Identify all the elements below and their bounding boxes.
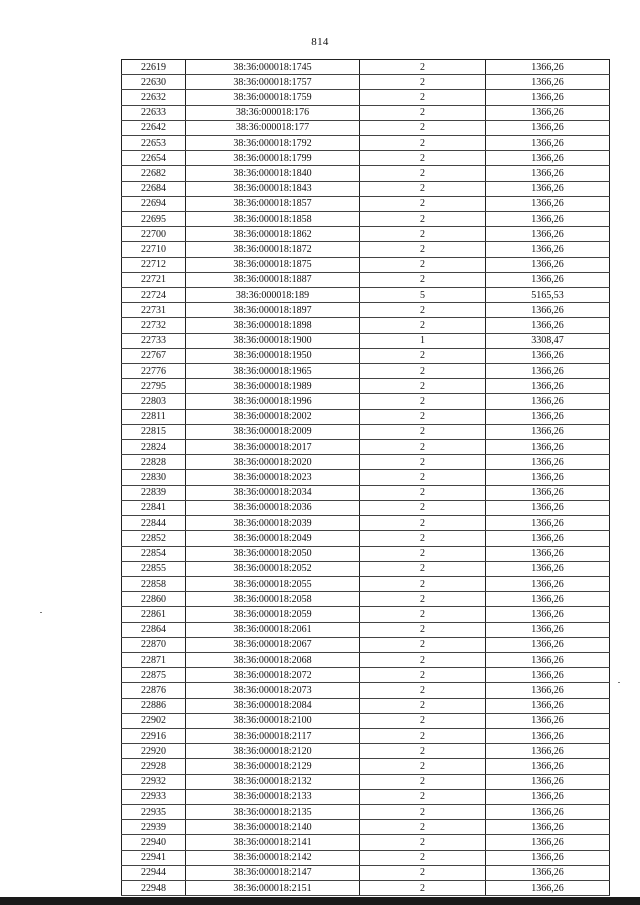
share-count-cell: 2 [360, 242, 486, 257]
table-row [122, 364, 610, 379]
share-count-cell: 2 [360, 835, 486, 850]
table-row [122, 212, 610, 227]
cadastral-number-cell: 38:36:000018:176 [186, 105, 360, 120]
share-count-cell: 2 [360, 698, 486, 713]
table-row [122, 272, 610, 287]
cadastral-number-cell: 38:36:000018:2142 [186, 850, 360, 865]
amount-cell: 1366,26 [486, 546, 610, 561]
table-row [122, 75, 610, 90]
amount-cell: 1366,26 [486, 500, 610, 515]
share-count-cell: 2 [360, 470, 486, 485]
table-row [122, 500, 610, 515]
cadastral-number-cell: 38:36:000018:1759 [186, 90, 360, 105]
table-row [122, 683, 610, 698]
share-count-cell: 5 [360, 288, 486, 303]
cadastral-number-cell: 38:36:000018:2067 [186, 637, 360, 652]
table-row [122, 394, 610, 409]
share-count-cell: 2 [360, 257, 486, 272]
row-number-cell: 22871 [122, 652, 186, 667]
amount-cell: 1366,26 [486, 698, 610, 713]
table-row [122, 151, 610, 166]
share-count-cell: 2 [360, 379, 486, 394]
amount-cell: 1366,26 [486, 151, 610, 166]
amount-cell: 1366,26 [486, 90, 610, 105]
table-row [122, 60, 610, 75]
cadastral-number-cell: 38:36:000018:2073 [186, 683, 360, 698]
share-count-cell: 2 [360, 850, 486, 865]
table-row [122, 789, 610, 804]
row-number-cell: 22933 [122, 789, 186, 804]
table-row [122, 257, 610, 272]
amount-cell: 1366,26 [486, 120, 610, 135]
row-number-cell: 22824 [122, 440, 186, 455]
table-row [122, 744, 610, 759]
cadastral-number-cell: 38:36:000018:1862 [186, 227, 360, 242]
amount-cell: 1366,26 [486, 364, 610, 379]
share-count-cell: 2 [360, 440, 486, 455]
amount-cell: 1366,26 [486, 75, 610, 90]
cadastral-number-cell: 38:36:000018:1965 [186, 364, 360, 379]
row-number-cell: 22694 [122, 196, 186, 211]
cadastral-number-cell: 38:36:000018:1887 [186, 272, 360, 287]
row-number-cell: 22815 [122, 424, 186, 439]
share-count-cell: 2 [360, 348, 486, 363]
table-row [122, 820, 610, 835]
cadastral-number-cell: 38:36:000018:1843 [186, 181, 360, 196]
cadastral-number-cell: 38:36:000018:1898 [186, 318, 360, 333]
cadastral-number-cell: 38:36:000018:2061 [186, 622, 360, 637]
table-row [122, 181, 610, 196]
table-row [122, 516, 610, 531]
amount-cell: 1366,26 [486, 257, 610, 272]
cadastral-number-cell: 38:36:000018:2017 [186, 440, 360, 455]
amount-cell: 1366,26 [486, 668, 610, 683]
table-row [122, 637, 610, 652]
cadastral-number-cell: 38:36:000018:1872 [186, 242, 360, 257]
table-row [122, 804, 610, 819]
row-number-cell: 22948 [122, 880, 186, 895]
amount-cell: 1366,26 [486, 835, 610, 850]
amount-cell: 1366,26 [486, 637, 610, 652]
table-row [122, 196, 610, 211]
cadastral-number-cell: 38:36:000018:2002 [186, 409, 360, 424]
table-row [122, 318, 610, 333]
amount-cell: 1366,26 [486, 516, 610, 531]
share-count-cell: 2 [360, 637, 486, 652]
table-row [122, 409, 610, 424]
amount-cell: 1366,26 [486, 272, 610, 287]
amount-cell: 1366,26 [486, 440, 610, 455]
table-row [122, 379, 610, 394]
cadastral-number-cell: 38:36:000018:2039 [186, 516, 360, 531]
table-row [122, 485, 610, 500]
cadastral-number-cell: 38:36:000018:1757 [186, 75, 360, 90]
amount-cell: 1366,26 [486, 485, 610, 500]
row-number-cell: 22682 [122, 166, 186, 181]
cadastral-number-cell: 38:36:000018:2117 [186, 728, 360, 743]
cadastral-number-cell: 38:36:000018:1745 [186, 60, 360, 75]
row-number-cell: 22767 [122, 348, 186, 363]
row-number-cell: 22633 [122, 105, 186, 120]
amount-cell: 1366,26 [486, 394, 610, 409]
scan-speck [618, 682, 620, 683]
table-row [122, 166, 610, 181]
cadastral-number-cell: 38:36:000018:2068 [186, 652, 360, 667]
amount-cell: 1366,26 [486, 136, 610, 151]
cadastral-number-cell: 38:36:000018:1799 [186, 151, 360, 166]
row-number-cell: 22828 [122, 455, 186, 470]
share-count-cell: 2 [360, 622, 486, 637]
row-number-cell: 22839 [122, 485, 186, 500]
cadastral-number-cell: 38:36:000018:1950 [186, 348, 360, 363]
cadastral-number-cell: 38:36:000018:177 [186, 120, 360, 135]
cadastral-number-cell: 38:36:000018:189 [186, 288, 360, 303]
table-row [122, 759, 610, 774]
row-number-cell: 22700 [122, 227, 186, 242]
cadastral-number-cell: 38:36:000018:2055 [186, 576, 360, 591]
share-count-cell: 2 [360, 804, 486, 819]
amount-cell: 1366,26 [486, 181, 610, 196]
table-row [122, 288, 610, 303]
cadastral-number-cell: 38:36:000018:2036 [186, 500, 360, 515]
row-number-cell: 22941 [122, 850, 186, 865]
row-number-cell: 22710 [122, 242, 186, 257]
amount-cell: 1366,26 [486, 303, 610, 318]
share-count-cell: 2 [360, 166, 486, 181]
share-count-cell: 2 [360, 759, 486, 774]
cadastral-number-cell: 38:36:000018:2072 [186, 668, 360, 683]
table-body [122, 60, 610, 896]
table-row [122, 698, 610, 713]
amount-cell: 1366,26 [486, 531, 610, 546]
cadastral-number-cell: 38:36:000018:2141 [186, 835, 360, 850]
table-row [122, 531, 610, 546]
share-count-cell: 2 [360, 151, 486, 166]
land-parcel-table [121, 59, 610, 896]
share-count-cell: 2 [360, 364, 486, 379]
row-number-cell: 22684 [122, 181, 186, 196]
amount-cell: 1366,26 [486, 804, 610, 819]
table-row [122, 668, 610, 683]
cadastral-number-cell: 38:36:000018:2009 [186, 424, 360, 439]
row-number-cell: 22724 [122, 288, 186, 303]
amount-cell: 1366,26 [486, 166, 610, 181]
row-number-cell: 22841 [122, 500, 186, 515]
share-count-cell: 2 [360, 455, 486, 470]
share-count-cell: 2 [360, 105, 486, 120]
cadastral-number-cell: 38:36:000018:2147 [186, 865, 360, 880]
share-count-cell: 2 [360, 561, 486, 576]
row-number-cell: 22732 [122, 318, 186, 333]
row-number-cell: 22860 [122, 592, 186, 607]
table-row [122, 348, 610, 363]
amount-cell: 1366,26 [486, 227, 610, 242]
cadastral-number-cell: 38:36:000018:1900 [186, 333, 360, 348]
share-count-cell: 2 [360, 60, 486, 75]
table-row [122, 120, 610, 135]
cadastral-number-cell: 38:36:000018:1989 [186, 379, 360, 394]
share-count-cell: 2 [360, 668, 486, 683]
table-row [122, 546, 610, 561]
table-row [122, 561, 610, 576]
row-number-cell: 22902 [122, 713, 186, 728]
amount-cell: 1366,26 [486, 880, 610, 895]
row-number-cell: 22920 [122, 744, 186, 759]
share-count-cell: 2 [360, 120, 486, 135]
row-number-cell: 22858 [122, 576, 186, 591]
row-number-cell: 22653 [122, 136, 186, 151]
row-number-cell: 22876 [122, 683, 186, 698]
table-row [122, 576, 610, 591]
share-count-cell: 2 [360, 728, 486, 743]
share-count-cell: 2 [360, 181, 486, 196]
row-number-cell: 22932 [122, 774, 186, 789]
row-number-cell: 22731 [122, 303, 186, 318]
share-count-cell: 2 [360, 531, 486, 546]
cadastral-number-cell: 38:36:000018:2100 [186, 713, 360, 728]
amount-cell: 1366,26 [486, 652, 610, 667]
cadastral-number-cell: 38:36:000018:2133 [186, 789, 360, 804]
table-row [122, 622, 610, 637]
row-number-cell: 22830 [122, 470, 186, 485]
cadastral-number-cell: 38:36:000018:2049 [186, 531, 360, 546]
table-row [122, 607, 610, 622]
amount-cell: 1366,26 [486, 728, 610, 743]
share-count-cell: 2 [360, 409, 486, 424]
row-number-cell: 22935 [122, 804, 186, 819]
share-count-cell: 2 [360, 576, 486, 591]
row-number-cell: 22811 [122, 409, 186, 424]
cadastral-number-cell: 38:36:000018:2052 [186, 561, 360, 576]
amount-cell: 1366,26 [486, 850, 610, 865]
row-number-cell: 22654 [122, 151, 186, 166]
table-row [122, 105, 610, 120]
share-count-cell: 2 [360, 546, 486, 561]
table-row [122, 333, 610, 348]
amount-cell: 1366,26 [486, 424, 610, 439]
share-count-cell: 2 [360, 607, 486, 622]
row-number-cell: 22695 [122, 212, 186, 227]
share-count-cell: 2 [360, 212, 486, 227]
row-number-cell: 22721 [122, 272, 186, 287]
row-number-cell: 22861 [122, 607, 186, 622]
share-count-cell: 2 [360, 683, 486, 698]
table-row [122, 424, 610, 439]
share-count-cell: 2 [360, 820, 486, 835]
amount-cell: 1366,26 [486, 470, 610, 485]
row-number-cell: 22854 [122, 546, 186, 561]
amount-cell: 1366,26 [486, 713, 610, 728]
row-number-cell: 22875 [122, 668, 186, 683]
row-number-cell: 22928 [122, 759, 186, 774]
cadastral-number-cell: 38:36:000018:1875 [186, 257, 360, 272]
row-number-cell: 22712 [122, 257, 186, 272]
table-row [122, 865, 610, 880]
row-number-cell: 22864 [122, 622, 186, 637]
amount-cell: 1366,26 [486, 212, 610, 227]
amount-cell: 1366,26 [486, 607, 610, 622]
scan-speck [40, 612, 42, 613]
amount-cell: 5165,53 [486, 288, 610, 303]
table-row [122, 242, 610, 257]
row-number-cell: 22939 [122, 820, 186, 835]
share-count-cell: 2 [360, 227, 486, 242]
table-row [122, 227, 610, 242]
amount-cell: 1366,26 [486, 242, 610, 257]
share-count-cell: 2 [360, 394, 486, 409]
cadastral-number-cell: 38:36:000018:2129 [186, 759, 360, 774]
row-number-cell: 22619 [122, 60, 186, 75]
share-count-cell: 2 [360, 424, 486, 439]
page-number: 814 [311, 36, 329, 48]
amount-cell: 3308,47 [486, 333, 610, 348]
cadastral-number-cell: 38:36:000018:2059 [186, 607, 360, 622]
row-number-cell: 22940 [122, 835, 186, 850]
row-number-cell: 22733 [122, 333, 186, 348]
cadastral-number-cell: 38:36:000018:1897 [186, 303, 360, 318]
share-count-cell: 2 [360, 744, 486, 759]
cadastral-number-cell: 38:36:000018:2050 [186, 546, 360, 561]
share-count-cell: 2 [360, 652, 486, 667]
table-row [122, 728, 610, 743]
row-number-cell: 22803 [122, 394, 186, 409]
amount-cell: 1366,26 [486, 683, 610, 698]
share-count-cell: 1 [360, 333, 486, 348]
table-row [122, 455, 610, 470]
amount-cell: 1366,26 [486, 455, 610, 470]
cadastral-number-cell: 38:36:000018:2135 [186, 804, 360, 819]
share-count-cell: 2 [360, 90, 486, 105]
row-number-cell: 22916 [122, 728, 186, 743]
share-count-cell: 2 [360, 713, 486, 728]
share-count-cell: 2 [360, 485, 486, 500]
cadastral-number-cell: 38:36:000018:2132 [186, 774, 360, 789]
row-number-cell: 22632 [122, 90, 186, 105]
cadastral-number-cell: 38:36:000018:2023 [186, 470, 360, 485]
row-number-cell: 22776 [122, 364, 186, 379]
share-count-cell: 2 [360, 592, 486, 607]
table-row [122, 652, 610, 667]
amount-cell: 1366,26 [486, 865, 610, 880]
cadastral-number-cell: 38:36:000018:2034 [186, 485, 360, 500]
amount-cell: 1366,26 [486, 318, 610, 333]
cadastral-number-cell: 38:36:000018:2120 [186, 744, 360, 759]
amount-cell: 1366,26 [486, 759, 610, 774]
amount-cell: 1366,26 [486, 60, 610, 75]
table-row [122, 90, 610, 105]
amount-cell: 1366,26 [486, 379, 610, 394]
share-count-cell: 2 [360, 865, 486, 880]
table-row [122, 303, 610, 318]
amount-cell: 1366,26 [486, 622, 610, 637]
row-number-cell: 22844 [122, 516, 186, 531]
cadastral-number-cell: 38:36:000018:2058 [186, 592, 360, 607]
cadastral-number-cell: 38:36:000018:1996 [186, 394, 360, 409]
cadastral-number-cell: 38:36:000018:2084 [186, 698, 360, 713]
row-number-cell: 22642 [122, 120, 186, 135]
table-row [122, 713, 610, 728]
amount-cell: 1366,26 [486, 744, 610, 759]
amount-cell: 1366,26 [486, 576, 610, 591]
cadastral-number-cell: 38:36:000018:2140 [186, 820, 360, 835]
scan-edge-bar [0, 897, 640, 905]
amount-cell: 1366,26 [486, 592, 610, 607]
share-count-cell: 2 [360, 318, 486, 333]
amount-cell: 1366,26 [486, 774, 610, 789]
table-row [122, 850, 610, 865]
row-number-cell: 22630 [122, 75, 186, 90]
cadastral-number-cell: 38:36:000018:1857 [186, 196, 360, 211]
share-count-cell: 2 [360, 516, 486, 531]
amount-cell: 1366,26 [486, 789, 610, 804]
cadastral-number-cell: 38:36:000018:2020 [186, 455, 360, 470]
cadastral-number-cell: 38:36:000018:2151 [186, 880, 360, 895]
table-row [122, 136, 610, 151]
table-row [122, 470, 610, 485]
row-number-cell: 22855 [122, 561, 186, 576]
amount-cell: 1366,26 [486, 561, 610, 576]
table-row [122, 592, 610, 607]
amount-cell: 1366,26 [486, 105, 610, 120]
row-number-cell: 22870 [122, 637, 186, 652]
table-row [122, 440, 610, 455]
share-count-cell: 2 [360, 789, 486, 804]
cadastral-number-cell: 38:36:000018:1858 [186, 212, 360, 227]
amount-cell: 1366,26 [486, 196, 610, 211]
row-number-cell: 22944 [122, 865, 186, 880]
row-number-cell: 22852 [122, 531, 186, 546]
share-count-cell: 2 [360, 500, 486, 515]
amount-cell: 1366,26 [486, 409, 610, 424]
table-row [122, 835, 610, 850]
table-row [122, 774, 610, 789]
cadastral-number-cell: 38:36:000018:1792 [186, 136, 360, 151]
share-count-cell: 2 [360, 880, 486, 895]
share-count-cell: 2 [360, 136, 486, 151]
share-count-cell: 2 [360, 303, 486, 318]
table-row [122, 880, 610, 895]
row-number-cell: 22795 [122, 379, 186, 394]
cadastral-number-cell: 38:36:000018:1840 [186, 166, 360, 181]
share-count-cell: 2 [360, 272, 486, 287]
share-count-cell: 2 [360, 774, 486, 789]
share-count-cell: 2 [360, 75, 486, 90]
amount-cell: 1366,26 [486, 348, 610, 363]
amount-cell: 1366,26 [486, 820, 610, 835]
share-count-cell: 2 [360, 196, 486, 211]
row-number-cell: 22886 [122, 698, 186, 713]
